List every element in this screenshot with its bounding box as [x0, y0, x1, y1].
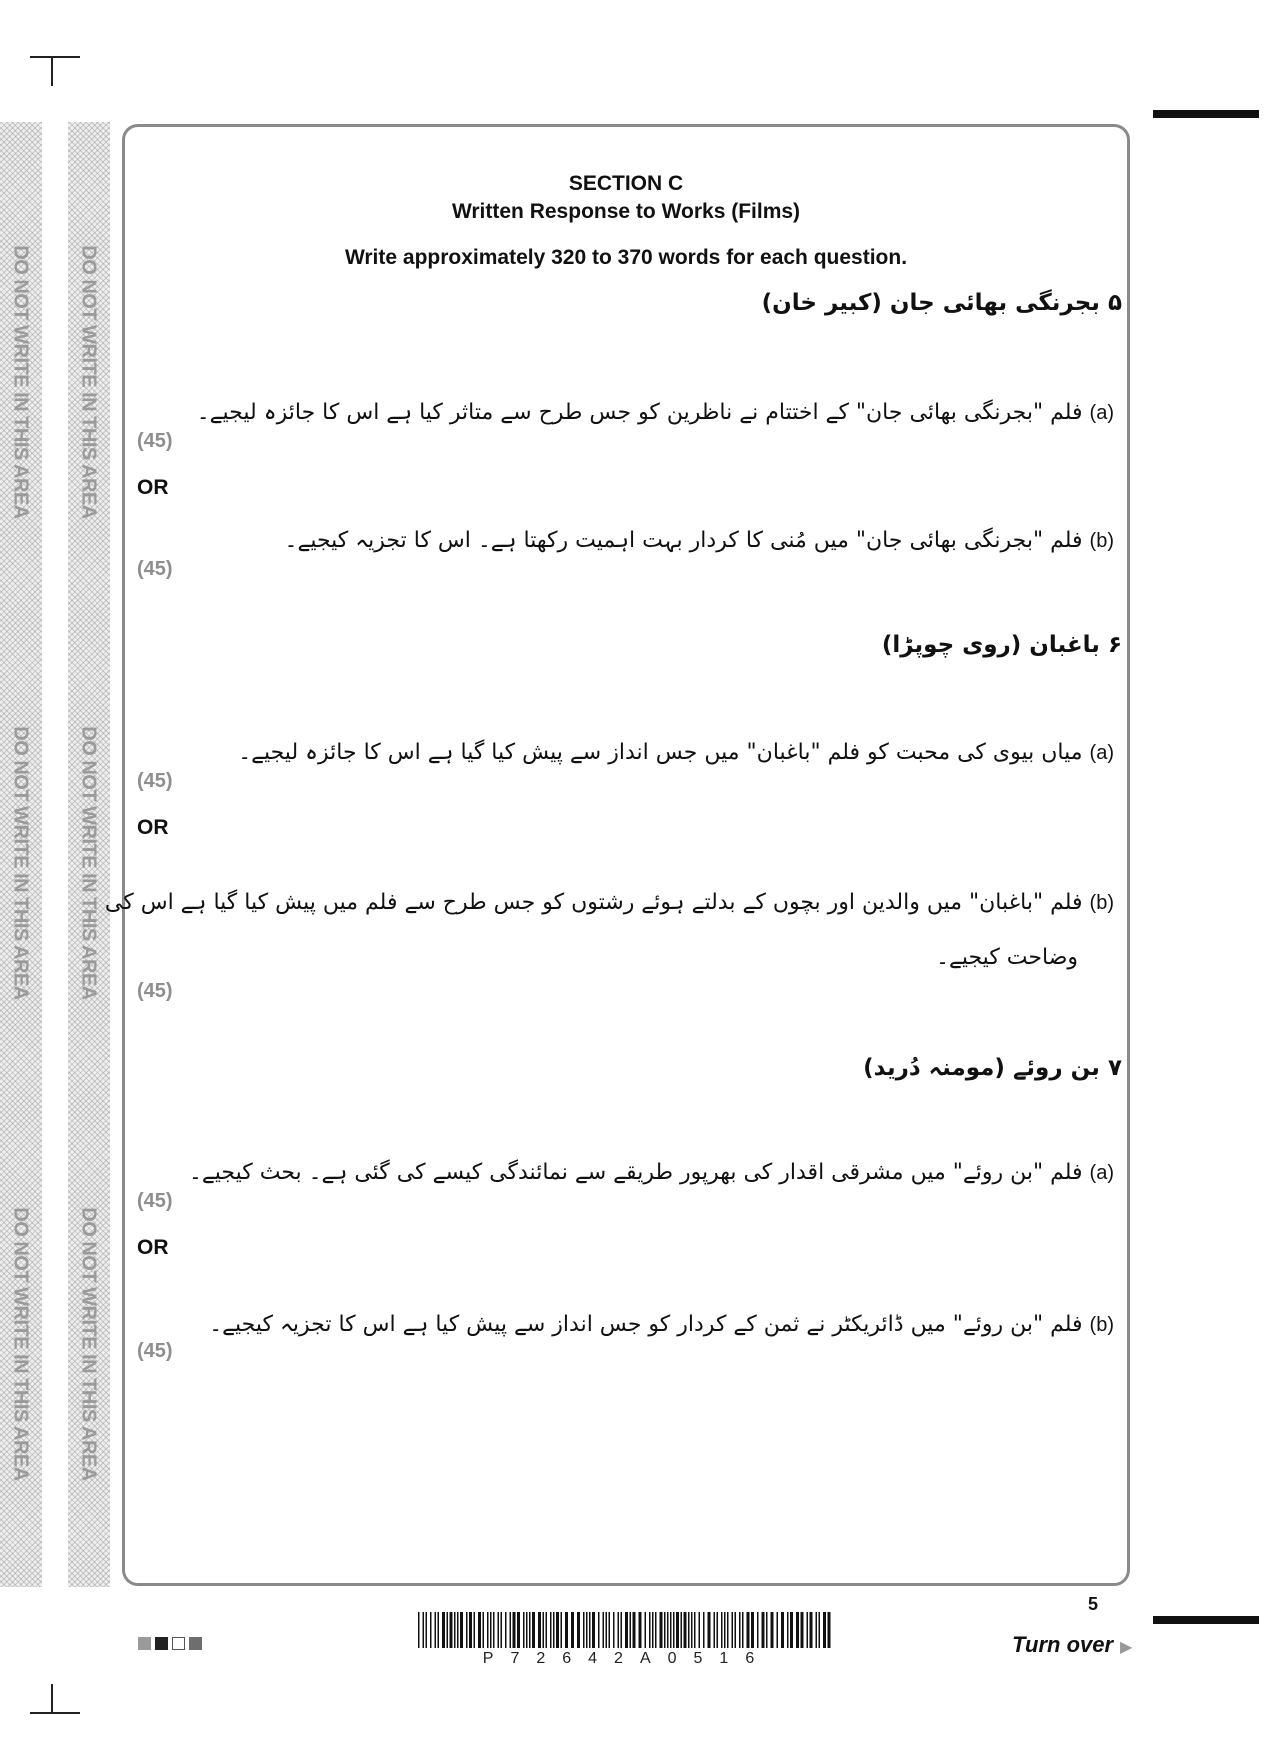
question-7-title: ۷ بن روئے (مومنہ دُرید)	[863, 1055, 1122, 1081]
barcode-bar	[630, 1612, 632, 1648]
question-5b-text: فلم "بجرنگی بھائی جان" میں مُنی کا کردار بہت اہمیت رکھتا ہے۔ اس کا تجزیہ کیجیے۔	[284, 528, 1083, 553]
question-6a-text: میاں بیوی کی محبت کو فلم "باغبان" میں جس انداز سے پیش کیا گیا ہے اس کا جائزہ لیجیے۔	[238, 740, 1083, 765]
barcode-bar	[603, 1612, 605, 1648]
barcode-bar	[787, 1612, 789, 1648]
barcode-bar	[747, 1612, 750, 1648]
barcode-bar	[423, 1612, 425, 1648]
barcode-bar	[556, 1612, 559, 1648]
barcode-bar	[708, 1612, 711, 1648]
question-7b	[209, 1312, 1114, 1337]
barcode-bar	[483, 1612, 485, 1648]
barcode-bar	[577, 1612, 580, 1648]
barcode-bar	[673, 1612, 675, 1648]
barcode-bar	[810, 1612, 813, 1648]
margin-warning-outer-3: DO NOT WRITE IN THIS AREA	[9, 1207, 32, 1481]
barcode-bar	[667, 1612, 669, 1648]
barcode-bar	[466, 1612, 468, 1648]
barcode	[418, 1612, 836, 1648]
barcode-bar	[762, 1612, 765, 1648]
question-6b-line1	[105, 890, 1114, 915]
footer-square-1	[138, 1637, 151, 1650]
barcode-bar	[684, 1612, 687, 1648]
question-6a	[238, 740, 1114, 765]
barcode-bar	[781, 1612, 784, 1648]
barcode-bar	[816, 1612, 818, 1648]
question-5b-marks: (45)	[137, 558, 173, 580]
barcode-bar	[426, 1612, 428, 1648]
barcode-bar	[732, 1612, 734, 1648]
barcode-bar	[474, 1612, 476, 1648]
barcode-bar	[478, 1612, 481, 1648]
barcode-bar	[438, 1612, 440, 1648]
barcode-bar	[727, 1612, 729, 1648]
question-7b-label: (b)	[1089, 1314, 1114, 1336]
barcode-bar	[703, 1612, 705, 1648]
crop-mark-top-v	[51, 56, 53, 86]
barcode-bar	[670, 1612, 672, 1648]
barcode-bar	[609, 1612, 611, 1648]
footer-square-3	[172, 1637, 185, 1650]
barcode-bar	[757, 1612, 759, 1648]
bottom-rule	[1153, 1616, 1259, 1624]
barcode-bar	[589, 1612, 591, 1648]
question-7a-label: (a)	[1089, 1162, 1114, 1184]
barcode-bar	[735, 1612, 737, 1648]
barcode-bar	[633, 1612, 636, 1648]
barcode-bar	[790, 1612, 793, 1648]
barcode-bar	[435, 1612, 437, 1648]
barcode-bar	[454, 1612, 456, 1648]
barcode-bar	[586, 1612, 588, 1648]
barcode-bar	[721, 1612, 723, 1648]
section-title: SECTION C	[568, 172, 684, 195]
barcode-bar	[493, 1612, 495, 1648]
barcode-bar	[639, 1612, 642, 1648]
question-7b-text: فلم "بن روئے" میں ڈائریکٹر نے ثمن کے کردار کو جس انداز سے پیش کیا ہے اس کا تجزیہ کیجیے۔	[209, 1312, 1083, 1337]
question-7b-marks: (45)	[137, 1340, 173, 1362]
barcode-bar	[655, 1612, 657, 1648]
barcode-bar	[625, 1612, 628, 1648]
question-5b-label: (b)	[1089, 530, 1114, 552]
barcode-bar	[543, 1612, 545, 1648]
section-subtitle: Written Response to Works (Films)	[451, 200, 801, 223]
question-7a-marks: (45)	[137, 1190, 173, 1212]
footer-square-2	[155, 1637, 168, 1650]
question-7a	[189, 1160, 1114, 1185]
margin-warning-inner-2: DO NOT WRITE IN THIS AREA	[77, 726, 100, 1000]
barcode-bar	[660, 1612, 663, 1648]
barcode-bar	[457, 1612, 459, 1648]
barcode-bar	[430, 1612, 432, 1648]
barcode-bar	[517, 1612, 520, 1648]
margin-warning-inner-3: DO NOT WRITE IN THIS AREA	[77, 1207, 100, 1481]
barcode-bar	[777, 1612, 779, 1648]
footer-square-4	[189, 1637, 202, 1650]
question-6b-label: (b)	[1089, 892, 1114, 914]
question-7a-text: فلم "بن روئے" میں مشرقی اقدار کی بھرپور طریقے سے نمائندگی کیسے کی گئی ہے۔ بحث کیجیے۔	[189, 1160, 1083, 1185]
turn-over-arrow-icon: ▶	[1120, 1637, 1133, 1656]
barcode-bar	[571, 1612, 574, 1648]
question-6b-marks: (45)	[137, 980, 173, 1002]
barcode-bar	[688, 1612, 690, 1648]
barcode-bar	[526, 1612, 528, 1648]
barcode-bar	[606, 1612, 608, 1648]
barcode-bar	[447, 1612, 449, 1648]
or-label-7: OR	[137, 1236, 169, 1259]
question-5b	[285, 528, 1114, 553]
question-6b-line2: وضاحت کیجیے۔	[936, 945, 1078, 970]
barcode-bar	[652, 1612, 654, 1648]
answer-frame	[122, 124, 1130, 1586]
barcode-bar	[583, 1612, 585, 1648]
barcode-bar	[645, 1612, 647, 1648]
or-label-5: OR	[137, 476, 169, 499]
barcode-bar	[828, 1612, 831, 1648]
barcode-bar	[487, 1612, 489, 1648]
turn-over-label: Turn over	[1012, 1632, 1114, 1657]
barcode-bar	[529, 1612, 531, 1648]
barcode-bar	[724, 1612, 726, 1648]
crop-mark-bottom-v	[51, 1684, 53, 1714]
barcode-bar	[699, 1612, 701, 1648]
barcode-number: P72642A0516	[482, 1650, 772, 1667]
barcode-bar	[460, 1612, 463, 1648]
barcode-bar	[498, 1612, 500, 1648]
crop-mark-top-h	[30, 56, 80, 58]
question-5a-label: (a)	[1089, 402, 1114, 424]
barcode-bar	[513, 1612, 516, 1648]
barcode-bar	[505, 1612, 507, 1648]
barcode-bar	[561, 1612, 563, 1648]
barcode-bar	[766, 1612, 768, 1648]
barcode-bar	[523, 1612, 525, 1648]
barcode-bar	[538, 1612, 541, 1648]
or-label-6: OR	[137, 816, 169, 839]
barcode-bar	[553, 1612, 555, 1648]
barcode-bar	[739, 1612, 741, 1648]
barcode-bar	[490, 1612, 492, 1648]
barcode-bar	[823, 1612, 826, 1648]
barcode-bar	[681, 1612, 683, 1648]
barcode-bar	[469, 1612, 472, 1648]
barcode-bar	[565, 1612, 568, 1648]
barcode-bar	[613, 1612, 615, 1648]
crop-mark-bottom-h	[30, 1712, 80, 1714]
barcode-bar	[618, 1612, 620, 1648]
page-number: 5	[1088, 1594, 1099, 1614]
barcode-bar	[418, 1612, 420, 1648]
top-rule	[1153, 110, 1259, 118]
question-6a-label: (a)	[1089, 742, 1114, 764]
barcode-bar	[694, 1612, 696, 1648]
barcode-bar	[771, 1612, 774, 1648]
barcode-bar	[807, 1612, 809, 1648]
question-6a-marks: (45)	[137, 770, 173, 792]
barcode-bar	[691, 1612, 693, 1648]
barcode-bar	[501, 1612, 503, 1648]
barcode-bar	[442, 1612, 445, 1648]
question-5a-text: فلم "بجرنگی بھائی جان" کے اختتام نے ناظرین کو جس طرح سے متاثر کیا ہے اس کا جائزہ لیجیے۔	[196, 400, 1083, 425]
barcode-bar	[550, 1612, 552, 1648]
barcode-bar	[598, 1612, 600, 1648]
barcode-bar	[621, 1612, 623, 1648]
question-5a-marks: (45)	[137, 430, 173, 452]
barcode-bar	[676, 1612, 679, 1648]
barcode-bar	[510, 1612, 512, 1648]
barcode-bar	[714, 1612, 716, 1648]
question-6-title: ۶ باغبان (روی چوپڑا)	[881, 632, 1122, 658]
barcode-bar	[796, 1612, 799, 1648]
barcode-bar	[664, 1612, 666, 1648]
question-5-title: ۵ بجرنگی بھائی جان (کبیر خان)	[761, 290, 1122, 316]
margin-warning-outer-1: DO NOT WRITE IN THIS AREA	[9, 245, 32, 519]
barcode-bar	[450, 1612, 453, 1648]
barcode-bar	[532, 1612, 535, 1648]
question-6b-text-line1: فلم "باغبان" میں والدین اور بچوں کے بدلتے ہوئے رشتوں کو جس طرح سے فلم میں پیش کیا گیا ہے اس کی	[104, 890, 1083, 915]
barcode-bar	[801, 1612, 804, 1648]
barcode-bar	[649, 1612, 651, 1648]
barcode-bar	[751, 1612, 754, 1648]
margin-warning-inner-1: DO NOT WRITE IN THIS AREA	[77, 245, 100, 519]
barcode-bar	[546, 1612, 548, 1648]
question-5a	[197, 400, 1114, 425]
barcode-bar	[592, 1612, 595, 1648]
word-count-instruction: Write approximately 320 to 370 words for each question.	[344, 246, 908, 269]
barcode-bar	[717, 1612, 719, 1648]
barcode-bar	[819, 1612, 821, 1648]
barcode-bar	[742, 1612, 744, 1648]
margin-warning-outer-2: DO NOT WRITE IN THIS AREA	[9, 726, 32, 1000]
